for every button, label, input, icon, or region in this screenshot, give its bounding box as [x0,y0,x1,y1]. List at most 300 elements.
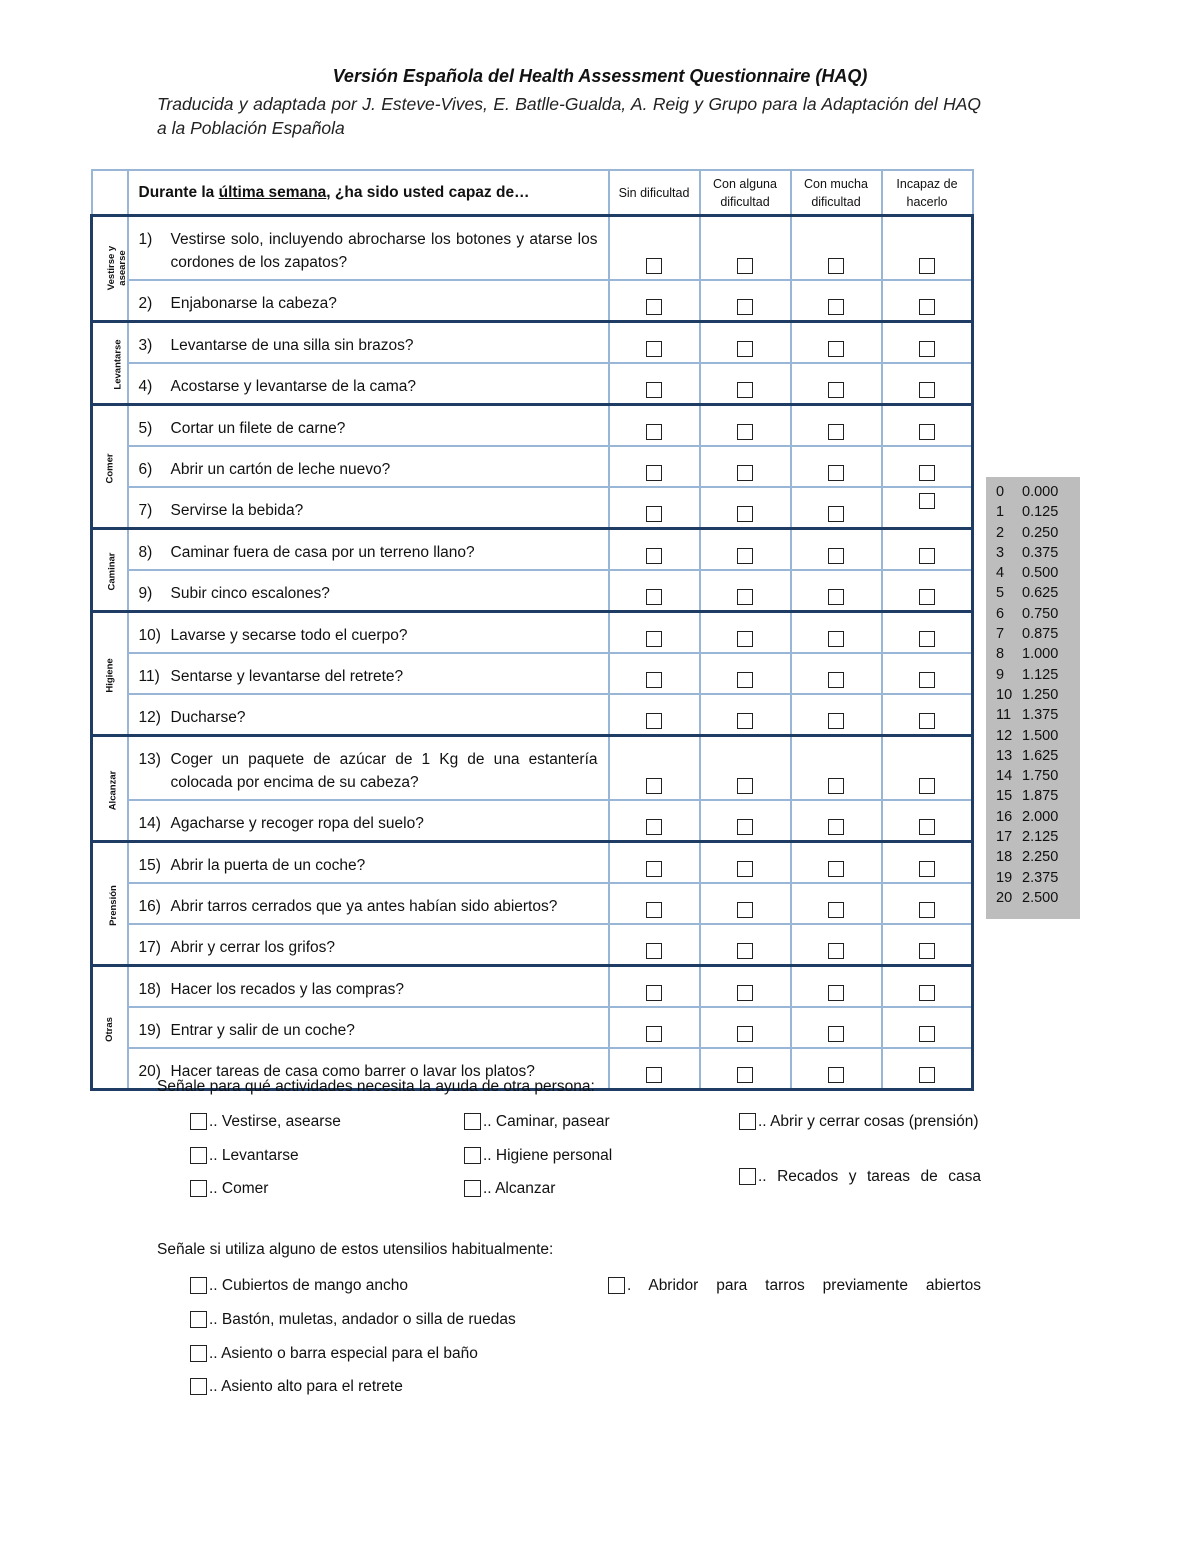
checkbox-con-mucha[interactable] [828,589,844,605]
answer-cell [700,966,791,1008]
question-cell [128,842,609,884]
answer-cell [791,280,882,322]
score-value: 0.000 [1022,484,1059,500]
checkbox-con-alguna[interactable] [737,299,753,315]
question-number: 6) [138,461,153,478]
score-value: 1.000 [1022,646,1059,663]
question-row [92,322,973,364]
question-number: 5) [138,420,153,437]
checkbox-con-mucha[interactable] [828,672,844,688]
question-text: Abrir tarros cerrados que ya antes habían sido abiertos? [170,898,558,915]
answer-cell [609,800,700,842]
question-number: 15) [138,857,161,874]
option-item[interactable] [190,1376,403,1398]
question-number: 9) [138,585,153,602]
checkbox-incapaz[interactable] [919,589,935,605]
checkbox-con-alguna[interactable] [737,424,753,440]
score-key: 1 [996,504,1005,521]
checkbox-con-mucha[interactable] [828,258,844,274]
answer-cell [882,529,973,571]
answer-cell [609,736,700,801]
score-value: 2.250 [1022,849,1059,866]
option-label: .. Caminar, pasear [483,1113,610,1130]
answer-cell [882,216,973,281]
score-key: 20 [996,889,1013,906]
checkbox-incapaz[interactable] [919,778,935,794]
question-cell [128,1007,609,1048]
checkbox-incapaz[interactable] [919,1026,935,1042]
score-row [986,746,1080,766]
question-text: Acostarse y levantarse de la cama? [170,378,417,395]
checkbox-con-mucha[interactable] [828,341,844,357]
checkbox-sin-dificultad[interactable] [646,258,662,274]
group-label-cell [92,842,128,966]
checkbox-con-mucha[interactable] [828,548,844,564]
help-section-label: Señale para qué actividades necesita la ayuda de otra persona: [157,1078,595,1095]
answer-cell [609,280,700,322]
score-value: 1.875 [1022,788,1059,805]
question-number: 13) [138,751,161,768]
checkbox-incapaz[interactable] [919,713,935,729]
score-key: 5 [996,585,1005,602]
question-text: Caminar fuera de casa por un terreno llano? [170,544,475,561]
header-question: Durante la última semana, ¿ha sido usted capaz de… [128,170,609,216]
checkbox-con-mucha[interactable] [828,299,844,315]
option-item[interactable] [190,1309,516,1331]
checkbox-sin-dificultad[interactable] [646,672,662,688]
utensils-section-label: Señale si utiliza alguno de estos utensilios habitualmente: [157,1241,554,1258]
checkbox-incapaz[interactable] [919,258,935,274]
question-number: 17) [138,939,161,956]
checkbox-con-alguna[interactable] [737,341,753,357]
answer-cell [791,694,882,736]
score-row [986,482,1080,502]
question-text: Agacharse y recoger ropa del suelo? [170,815,424,832]
score-value: 0.250 [1022,524,1059,541]
question-text: Coger un paquete de azúcar de 1 Kg de una estantería colocada por encima de su cabeza? [170,751,598,791]
score-value: 0.375 [1022,544,1059,561]
answer-cell [609,966,700,1008]
group-label-cell [92,216,128,322]
option-checkbox[interactable] [739,1168,756,1185]
option-checkbox[interactable] [190,1378,207,1395]
checkbox-sin-dificultad[interactable] [646,424,662,440]
checkbox-sin-dificultad[interactable] [646,1067,662,1083]
score-row [986,624,1080,644]
haq-table [90,169,974,1091]
score-row [986,827,1080,847]
checkbox-con-mucha[interactable] [828,631,844,647]
score-value: 0.500 [1022,565,1059,582]
checkbox-con-mucha[interactable] [828,985,844,1001]
checkbox-sin-dificultad[interactable] [646,778,662,794]
score-key: 4 [996,565,1005,582]
question-number: 20) [138,1063,161,1080]
score-key: 0 [996,484,1005,500]
checkbox-incapaz[interactable] [919,299,935,315]
group-label: Caminar [106,552,118,591]
checkbox-sin-dificultad[interactable] [646,341,662,357]
score-key: 15 [996,788,1013,805]
answer-cell [700,736,791,801]
question-text: Lavarse y secarse todo el cuerpo? [170,627,408,644]
score-key: 12 [996,727,1013,744]
checkbox-con-alguna[interactable] [737,382,753,398]
score-key: 6 [996,605,1005,622]
question-cell [128,322,609,364]
checkbox-con-mucha[interactable] [828,778,844,794]
option-checkbox[interactable] [739,1113,756,1130]
checkbox-con-mucha[interactable] [828,819,844,835]
question-text: Entrar y salir de un coche? [170,1022,355,1039]
option-item[interactable] [608,1275,981,1297]
option-label: .. Asiento o barra especial para el baño [209,1345,478,1362]
group-label-cell [92,612,128,736]
checkbox-con-mucha[interactable] [828,861,844,877]
question-row [92,653,973,694]
answer-cell [609,405,700,447]
checkbox-incapaz[interactable] [919,382,935,398]
option-item[interactable] [739,1111,981,1133]
answer-cell [700,883,791,924]
answer-cell [882,322,973,364]
option-checkbox[interactable] [464,1147,481,1164]
question-row [92,405,973,447]
question-row [92,1007,973,1048]
score-conversion-table [986,477,1080,919]
checkbox-incapaz[interactable] [919,548,935,564]
question-number: 1) [138,231,153,248]
group-label-cell [92,529,128,612]
checkbox-con-mucha[interactable] [828,382,844,398]
score-value: 2.000 [1022,808,1059,825]
score-value: 2.375 [1022,869,1059,886]
question-cell [128,487,609,529]
option-label: .. Levantarse [209,1147,299,1164]
score-row [986,888,1080,908]
option-item[interactable] [190,1178,268,1200]
checkbox-incapaz[interactable] [919,493,935,509]
checkbox-sin-dificultad[interactable] [646,943,662,959]
header-underlined: última semana [218,183,327,201]
checkbox-con-alguna[interactable] [737,819,753,835]
answer-cell [609,842,700,884]
checkbox-con-alguna[interactable] [737,548,753,564]
option-label: .. Asiento alto para el retrete [209,1378,403,1395]
group-label: Comer [104,452,116,484]
question-row [92,924,973,966]
checkbox-sin-dificultad[interactable] [646,1026,662,1042]
score-key: 17 [996,829,1013,846]
question-number: 2) [138,295,153,312]
answer-cell [882,612,973,654]
checkbox-incapaz[interactable] [919,424,935,440]
checkbox-con-mucha[interactable] [828,465,844,481]
question-number: 16) [138,898,161,915]
score-value: 0.875 [1022,626,1059,643]
score-value: 0.625 [1022,585,1059,602]
question-row [92,363,973,405]
question-cell [128,446,609,487]
checkbox-con-alguna[interactable] [737,778,753,794]
answer-cell [609,694,700,736]
option-checkbox[interactable] [190,1277,207,1294]
question-number: 8) [138,544,153,561]
answer-cell [791,883,882,924]
checkbox-con-alguna[interactable] [737,506,753,522]
score-key: 7 [996,626,1005,643]
score-row [986,847,1080,867]
group-label: Levantarse [112,339,124,390]
checkbox-incapaz[interactable] [919,943,935,959]
answer-cell [700,405,791,447]
checkbox-con-alguna[interactable] [737,943,753,959]
answer-cell [882,487,973,529]
question-cell [128,280,609,322]
answer-cell [700,612,791,654]
score-key: 14 [996,768,1013,785]
answer-cell [791,216,882,281]
checkbox-sin-dificultad[interactable] [646,713,662,729]
question-row [92,446,973,487]
checkbox-sin-dificultad[interactable] [646,985,662,1001]
answer-cell [609,883,700,924]
checkbox-incapaz[interactable] [919,672,935,688]
score-value: 1.375 [1022,707,1059,724]
score-key: 10 [996,686,1013,703]
question-number: 19) [138,1022,161,1039]
option-checkbox[interactable] [608,1277,625,1294]
answer-cell [791,924,882,966]
option-label: .. Alcanzar [483,1180,556,1197]
answer-cell [609,363,700,405]
question-cell [128,883,609,924]
question-number: 10) [138,627,161,644]
question-cell [128,800,609,842]
checkbox-con-mucha[interactable] [828,713,844,729]
question-text: Hacer tareas de casa como barrer o lavar los platos? [170,1063,535,1080]
score-row [986,563,1080,583]
group-label-cell [92,322,128,405]
answer-cell [700,653,791,694]
answer-cell [882,800,973,842]
score-row [986,766,1080,786]
question-text: Abrir un cartón de leche nuevo? [170,461,391,478]
answer-cell [609,322,700,364]
checkbox-incapaz[interactable] [919,861,935,877]
question-cell [128,570,609,612]
answer-cell [791,612,882,654]
question-cell [128,363,609,405]
checkbox-sin-dificultad[interactable] [646,819,662,835]
question-text: Abrir y cerrar los grifos? [170,939,336,956]
question-row [92,570,973,612]
score-key: 9 [996,666,1005,683]
checkbox-con-alguna[interactable] [737,1067,753,1083]
question-text: Cortar un filete de carne? [170,420,346,437]
option-item[interactable] [190,1343,478,1365]
answer-cell [700,280,791,322]
header-col-sin-dificultad: Sin dificultad [609,170,700,216]
question-row [92,694,973,736]
answer-cell [700,694,791,736]
checkbox-sin-dificultad[interactable] [646,299,662,315]
group-label-cell [92,966,128,1090]
score-row [986,604,1080,624]
answer-cell [700,1007,791,1048]
checkbox-sin-dificultad[interactable] [646,465,662,481]
checkbox-incapaz[interactable] [919,465,935,481]
checkbox-con-mucha[interactable] [828,506,844,522]
option-label: .. Higiene personal [483,1147,613,1164]
option-checkbox[interactable] [190,1311,207,1328]
checkbox-con-alguna[interactable] [737,861,753,877]
checkbox-con-alguna[interactable] [737,465,753,481]
group-label: Vestirse y asearse [106,245,128,290]
answer-cell [700,1048,791,1090]
answer-cell [700,487,791,529]
checkbox-con-mucha[interactable] [828,943,844,959]
page-subtitle: Traducida y adaptada por J. Esteve-Vives, E. Batlle-Gualda, A. Reig y Grupo para la Adaptación del HAQ a la Población Española [157,94,981,138]
question-row [92,842,973,884]
option-checkbox[interactable] [190,1147,207,1164]
score-key: 13 [996,747,1013,764]
checkbox-sin-dificultad[interactable] [646,631,662,647]
answer-cell [791,736,882,801]
group-label: Alcanzar [107,770,119,810]
checkbox-sin-dificultad[interactable] [646,548,662,564]
option-item[interactable] [739,1166,981,1188]
question-number: 7) [138,502,153,519]
checkbox-sin-dificultad[interactable] [646,506,662,522]
checkbox-sin-dificultad[interactable] [646,902,662,918]
option-label: .. Cubiertos de mango ancho [209,1277,409,1294]
answer-cell [700,529,791,571]
checkbox-con-alguna[interactable] [737,985,753,1001]
score-row [986,523,1080,543]
header-corner [92,170,128,216]
checkbox-con-alguna[interactable] [737,631,753,647]
page-title: Versión Española del Health Assessment Questionnaire (HAQ) [332,66,868,86]
question-text: Vestirse solo, incluyendo abrocharse los botones y atarse los cordones de los zapatos? [170,231,598,271]
checkbox-incapaz[interactable] [919,631,935,647]
option-item[interactable] [190,1275,408,1297]
option-checkbox[interactable] [190,1113,207,1130]
option-label: .. Abrir y cerrar cosas (prensión) [758,1113,979,1130]
checkbox-sin-dificultad[interactable] [646,861,662,877]
checkbox-incapaz[interactable] [919,1067,935,1083]
answer-cell [791,446,882,487]
answer-cell [882,883,973,924]
score-row [986,502,1080,522]
option-item[interactable] [464,1178,555,1200]
question-text: Abrir la puerta de un coche? [170,857,366,874]
checkbox-con-alguna[interactable] [737,902,753,918]
score-key: 11 [996,707,1012,724]
question-row [92,216,973,281]
group-label-cell [92,405,128,529]
checkbox-con-alguna[interactable] [737,258,753,274]
option-item[interactable] [190,1145,299,1167]
score-key: 19 [996,869,1013,886]
answer-cell [609,216,700,281]
score-row [986,644,1080,664]
score-row [986,583,1080,603]
score-value: 2.125 [1022,829,1059,846]
score-key: 3 [996,544,1005,561]
option-checkbox[interactable] [190,1345,207,1362]
answer-cell [609,1048,700,1090]
checkbox-con-alguna[interactable] [737,672,753,688]
question-number: 18) [138,981,161,998]
option-item[interactable] [464,1145,612,1167]
header-col-con-alguna: Con alguna dificultad [700,170,791,216]
checkbox-sin-dificultad[interactable] [646,589,662,605]
question-text: Enjabonarse la cabeza? [170,295,337,312]
answer-cell [791,842,882,884]
answer-cell [791,653,882,694]
answer-cell [609,612,700,654]
checkbox-incapaz[interactable] [919,819,935,835]
answer-cell [882,363,973,405]
checkbox-con-mucha[interactable] [828,1026,844,1042]
score-value: 1.500 [1022,727,1059,744]
option-checkbox[interactable] [190,1180,207,1197]
answer-cell [882,570,973,612]
score-value: 1.125 [1022,666,1059,683]
table-header-row [92,170,973,216]
answer-cell [882,966,973,1008]
option-checkbox[interactable] [464,1113,481,1130]
question-row [92,966,973,1008]
checkbox-incapaz[interactable] [919,341,935,357]
option-label: .. Recados y tareas de casa [758,1168,981,1185]
checkbox-con-alguna[interactable] [737,589,753,605]
checkbox-con-mucha[interactable] [828,902,844,918]
checkbox-incapaz[interactable] [919,985,935,1001]
score-row [986,543,1080,563]
question-number: 11) [138,668,160,685]
question-cell [128,966,609,1008]
question-row [92,612,973,654]
answer-cell [609,653,700,694]
checkbox-con-mucha[interactable] [828,1067,844,1083]
checkbox-incapaz[interactable] [919,902,935,918]
answer-cell [700,924,791,966]
checkbox-con-mucha[interactable] [828,424,844,440]
option-label: .. Comer [209,1180,269,1197]
answer-cell [791,487,882,529]
answer-cell [700,322,791,364]
option-checkbox[interactable] [464,1180,481,1197]
checkbox-con-alguna[interactable] [737,1026,753,1042]
question-row [92,529,973,571]
checkbox-con-alguna[interactable] [737,713,753,729]
answer-cell [700,800,791,842]
checkbox-sin-dificultad[interactable] [646,382,662,398]
answer-cell [882,653,973,694]
answer-cell [791,363,882,405]
question-cell [128,612,609,654]
question-number: 12) [138,709,161,726]
question-text: Ducharse? [170,709,246,726]
question-cell [128,694,609,736]
option-label: . Abridor para tarros previamente abiertos [627,1277,981,1294]
option-item[interactable] [464,1111,610,1133]
option-item[interactable] [190,1111,341,1133]
answer-cell [700,842,791,884]
answer-cell [791,405,882,447]
